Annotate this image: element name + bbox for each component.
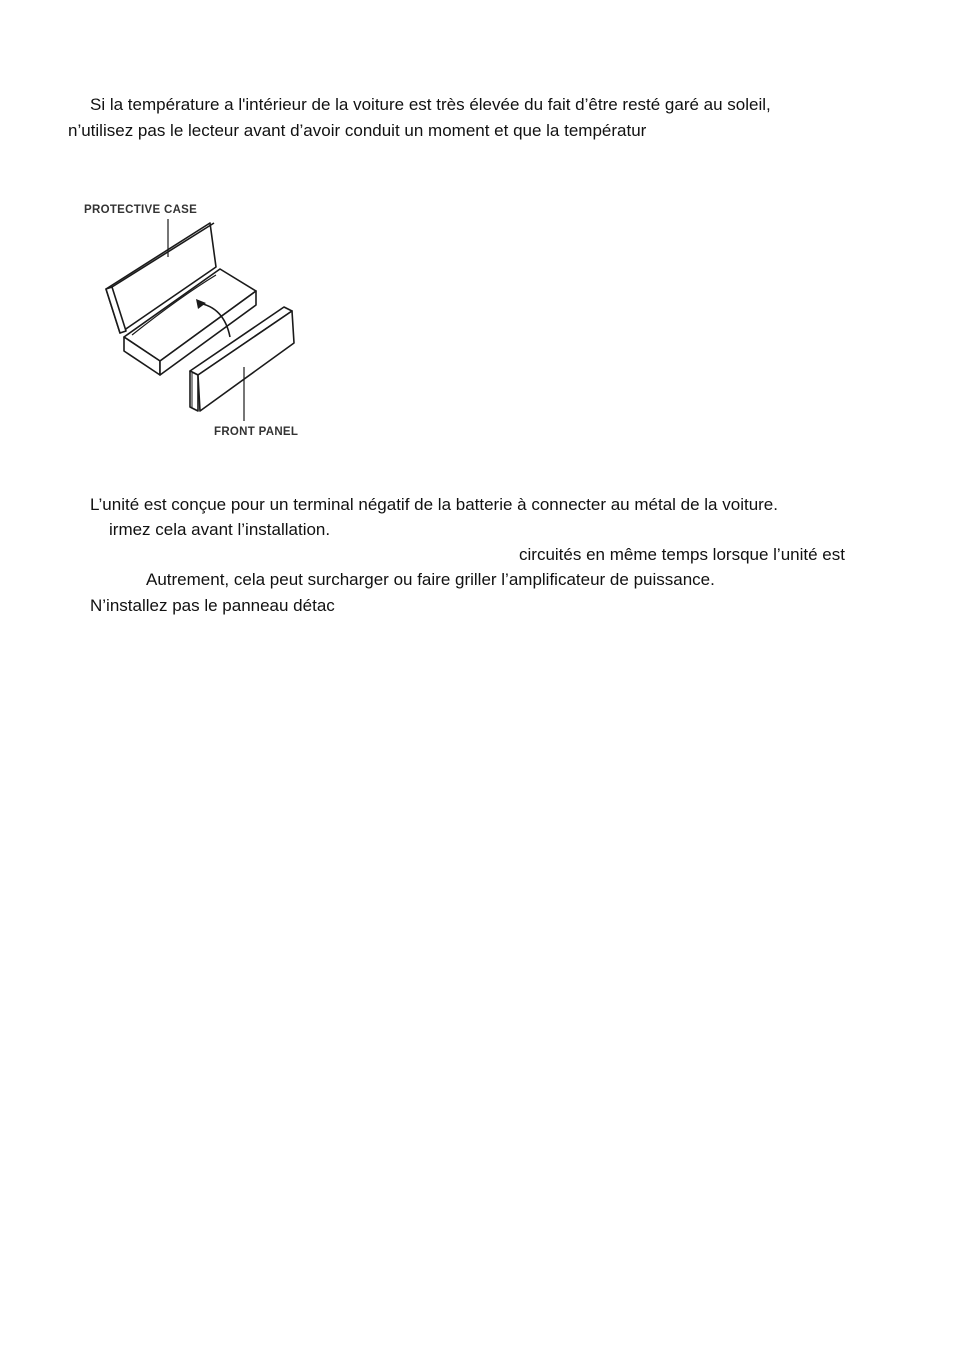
bottom-paragraph-line-4: Autrement, cela peut surcharger ou faire griller l’amplificateur de puissance. [146,570,715,589]
bottom-paragraph-line-2: irmez cela avant l’installation. [109,520,331,539]
front-panel-label: FRONT PANEL [214,426,299,438]
bottom-paragraph-line-5: N’installez pas le panneau détac [90,596,335,615]
bottom-paragraph-line-1: L’unité est conçue pour un terminal négatif de la batterie à connecter au métal de la voiture. [90,495,778,514]
bottom-paragraph-line-3: circuités en même temps lorsque l’unité est [519,545,845,564]
top-paragraph-line-2: n’utilisez pas le lecteur avant d’avoir conduit un moment et que la températur [68,121,647,140]
top-paragraph-line-1: Si la température a l'intérieur de la voiture est très élevée du fait d’être resté garé au soleil, [90,95,771,114]
protective-case-illustration [70,185,320,445]
protective-case-label: PROTECTIVE CASE [84,204,198,216]
